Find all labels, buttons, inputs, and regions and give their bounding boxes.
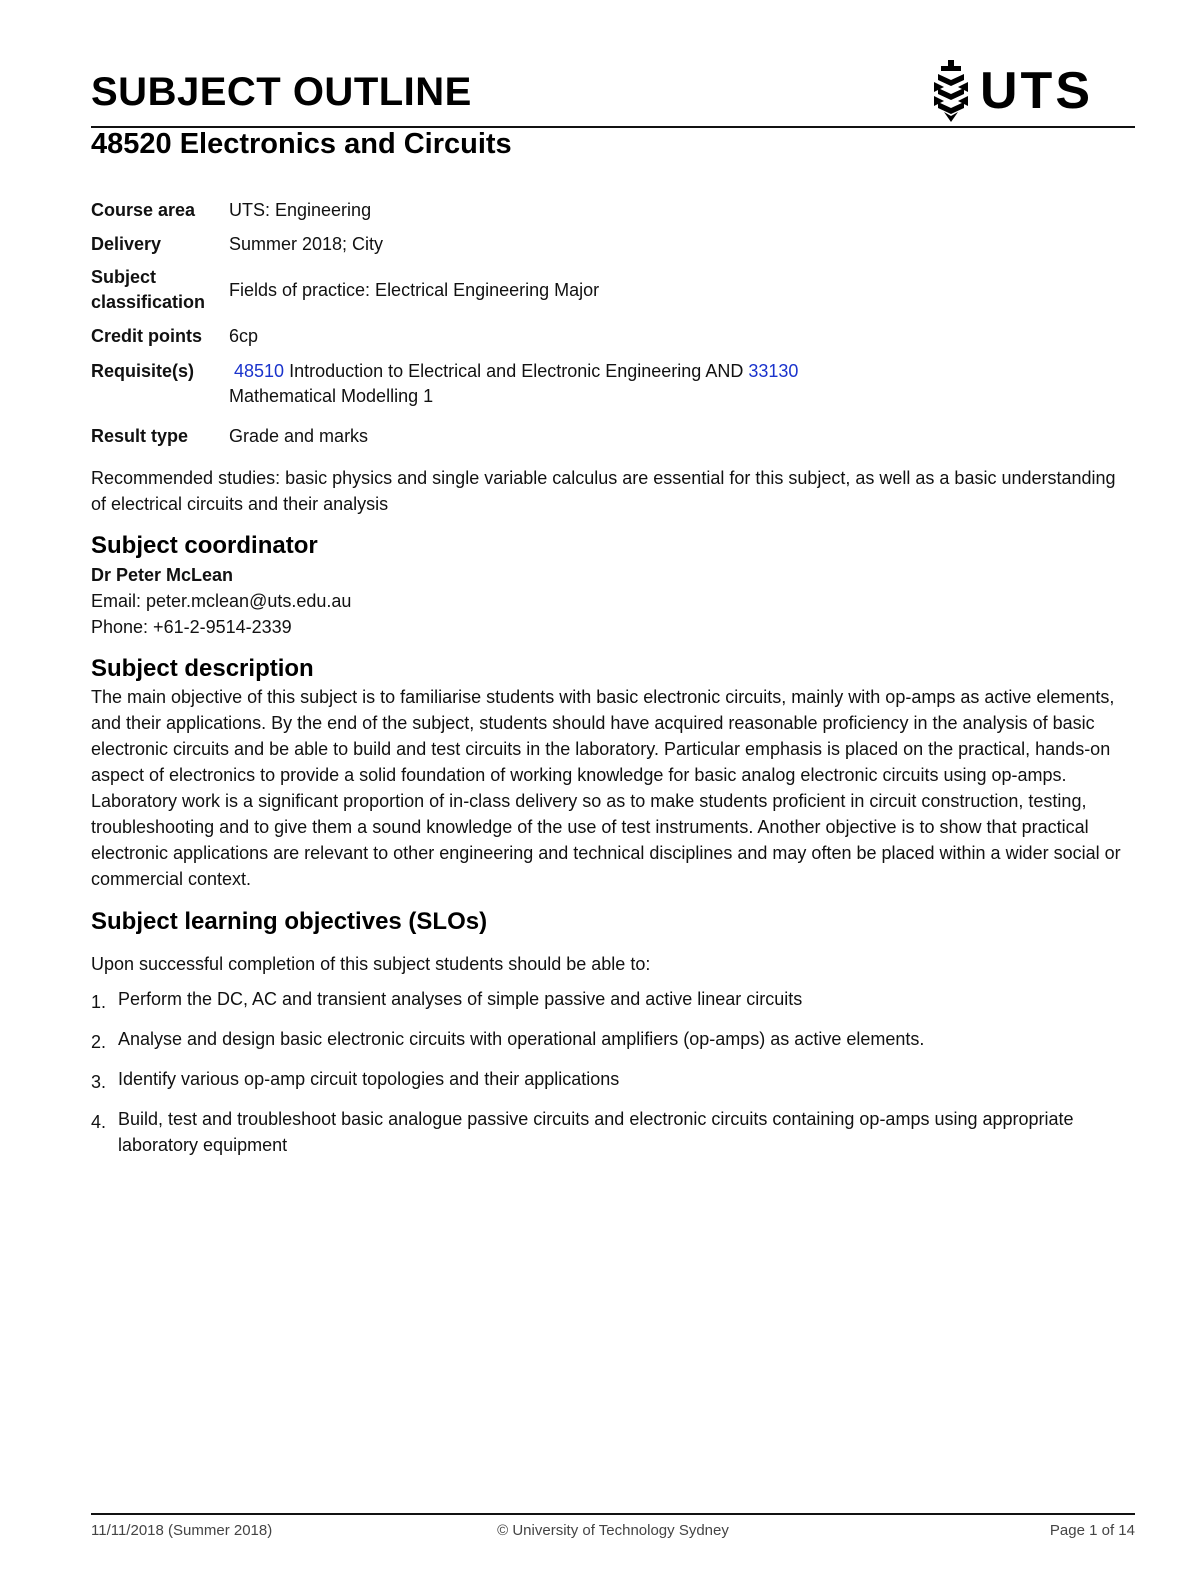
slo-text: Perform the DC, AC and transient analyses of simple passive and active linear circuits [118,989,803,1009]
slo-text: Analyse and design basic electronic circuits with operational amplifiers (op-amps) as active elements. [118,1029,925,1049]
subject-title: 48520 Electronics and Circuits [91,128,512,160]
page-header [91,58,1135,128]
description-heading: Subject description [91,655,314,682]
uts-logo [930,58,1093,124]
footer-copyright: © University of Technology Sydney [497,1522,729,1539]
info-row-course-area [91,193,1091,227]
subject-info-table [91,193,1091,453]
coordinator-phone: Phone: +61-2-9514-2339 [91,617,292,637]
requisite-text: Mathematical Modelling 1 [229,386,434,406]
info-row-delivery [91,227,1091,261]
list-item [91,1106,1121,1158]
list-item [91,1026,1121,1055]
slo-number: 3. [91,1072,107,1092]
slo-intro: Upon successful completion of this subject students should be able to: [91,954,651,974]
info-row-requisites [91,353,1091,419]
requisite-link-48510[interactable]: 48510 [234,361,285,381]
logo-wordmark: UTS [980,62,1093,120]
slo-number: 4. [91,1112,107,1132]
info-value: 6cp [229,325,259,346]
info-value: Grade and marks [229,425,369,446]
coordinator-block [91,562,351,640]
page-footer [91,1513,1135,1549]
info-value [229,353,1091,419]
slo-text: Build, test and troubleshoot basic analogue passive circuits and electronic circuits containing op-amps using appropriate laboratory equipment [118,1109,1074,1155]
info-label-line: Subject [91,267,157,287]
list-item [91,1066,1121,1095]
info-row-result-type [91,419,1091,453]
info-label [91,261,229,319]
info-label-line: classification [91,292,206,312]
document-title: SUBJECT OUTLINE [91,70,472,114]
info-row-credit-points [91,319,1091,353]
requisite-text: Introduction to Electrical and Electronic Engineering AND [284,361,749,381]
slo-list [91,986,1121,1169]
info-label: Result type [91,425,189,446]
coordinator-email: Email: peter.mclean@uts.edu.au [91,591,352,611]
info-label: Course area [91,199,196,220]
recommended-studies: Recommended studies: basic physics and single variable calculus are essential for this subject, as well as a basic understanding of electrical circuits and their analysis [91,468,1116,514]
slo-number: 2. [91,1032,107,1052]
info-label: Delivery [91,233,162,254]
slo-heading: Subject learning objectives (SLOs) [91,908,488,935]
info-label: Credit points [91,325,202,346]
description-text: The main objective of this subject is to familiarise students with basic electronic circuits, mainly with op-amps as active elements, and their applications. By the end of the subject, students should have acquired reasonable proficiency in the analysis of basic electronic circuits and be able to build and test circuits in the laboratory. Particular emphasis is placed on the practical, hands-on aspect of electronics to provide a solid foundation of working knowledge for basic analog electronic circuits using op-amps. Laboratory work is a significant proportion of in-class delivery so as to make students proficient in circuit construction, testing, troubleshooting and to give them a sound knowledge of the use of test instruments. Another objective is to show that practical electronic applications are relevant to other engineering and technical disciplines and may often be placed within a wider social or commercial context. [91,687,1121,889]
info-row-classification [91,261,1091,319]
footer-page-number: Page 1 of 14 [1049,1522,1135,1539]
slo-text: Identify various op-amp circuit topologies and their applications [118,1069,620,1089]
uts-crest-icon [930,60,972,122]
slo-number: 1. [91,992,107,1012]
list-item [91,986,1121,1015]
info-value: Fields of practice: Electrical Engineering Major [229,279,600,300]
info-label: Requisite(s) [91,361,195,381]
coordinator-name: Dr Peter McLean [91,565,234,585]
info-value: UTS: Engineering [229,199,372,220]
coordinator-heading: Subject coordinator [91,532,318,559]
requisite-link-33130[interactable]: 33130 [748,361,799,381]
info-value: Summer 2018; City [229,233,384,254]
footer-date: 11/11/2018 (Summer 2018) [91,1522,273,1539]
